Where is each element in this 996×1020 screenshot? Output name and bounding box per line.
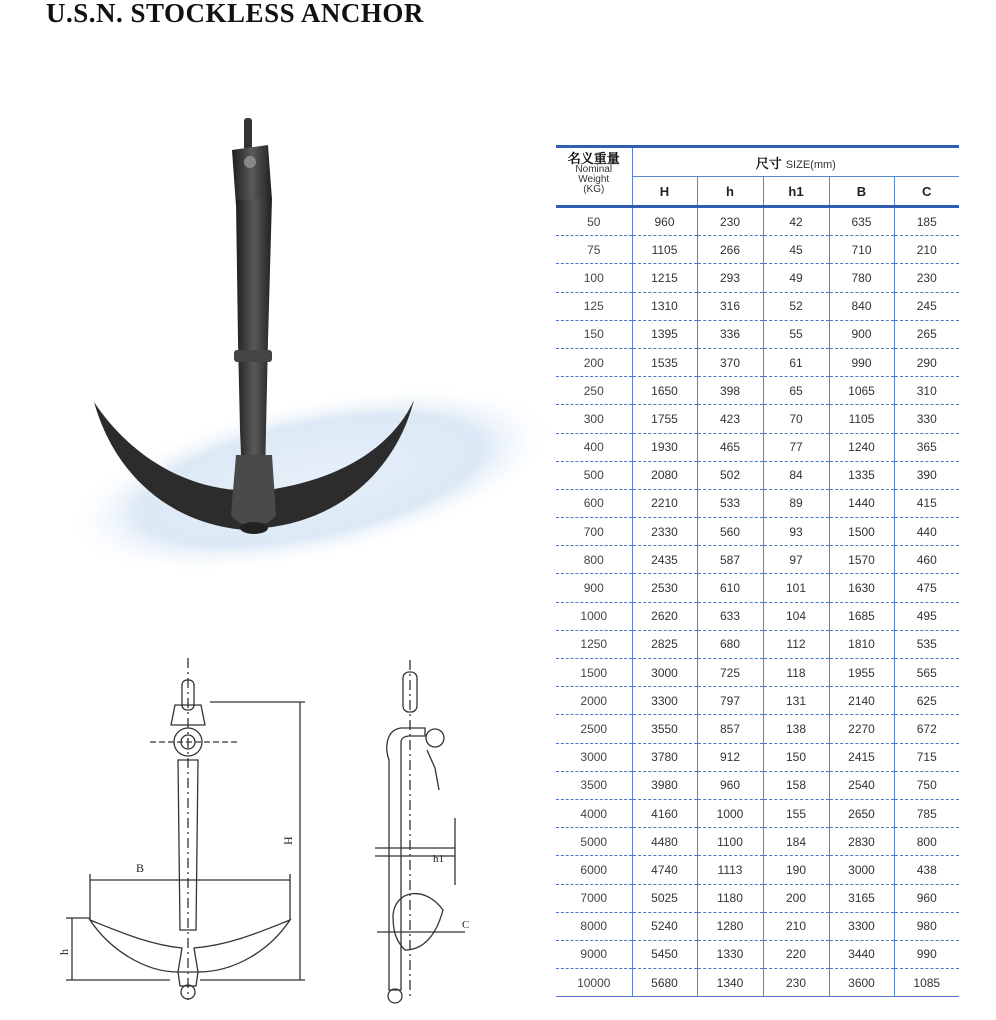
size-cell: 200 bbox=[763, 884, 829, 912]
weight-cell: 5000 bbox=[556, 828, 632, 856]
size-cell: 330 bbox=[894, 405, 959, 433]
size-cell: 3980 bbox=[632, 771, 697, 799]
size-cell: 415 bbox=[894, 489, 959, 517]
size-cell: 390 bbox=[894, 461, 959, 489]
weight-cell: 50 bbox=[556, 207, 632, 236]
front-view-drawing bbox=[50, 650, 330, 1010]
size-cell: 750 bbox=[894, 771, 959, 799]
dim-label-h1: h1 bbox=[433, 853, 444, 865]
weight-cell: 600 bbox=[556, 489, 632, 517]
size-cell: 533 bbox=[697, 489, 763, 517]
size-cell: 265 bbox=[894, 320, 959, 348]
size-cell: 900 bbox=[829, 320, 894, 348]
size-cell: 2415 bbox=[829, 743, 894, 771]
size-cell: 65 bbox=[763, 377, 829, 405]
size-cell: 560 bbox=[697, 518, 763, 546]
weight-cell: 125 bbox=[556, 292, 632, 320]
table-row bbox=[556, 264, 959, 292]
table-row bbox=[556, 743, 959, 771]
size-cell: 158 bbox=[763, 771, 829, 799]
table-row bbox=[556, 518, 959, 546]
size-cell: 1330 bbox=[697, 940, 763, 968]
size-cell: 1755 bbox=[632, 405, 697, 433]
size-cell: 980 bbox=[894, 912, 959, 940]
weight-cell: 200 bbox=[556, 348, 632, 376]
size-cell: 89 bbox=[763, 489, 829, 517]
size-cell: 1000 bbox=[697, 799, 763, 827]
size-cell: 465 bbox=[697, 433, 763, 461]
size-cell: 1335 bbox=[829, 461, 894, 489]
weight-cell: 900 bbox=[556, 574, 632, 602]
weight-cell: 75 bbox=[556, 236, 632, 264]
size-cell: 438 bbox=[894, 856, 959, 884]
size-cell: 1810 bbox=[829, 630, 894, 658]
size-cell: 336 bbox=[697, 320, 763, 348]
weight-cell: 700 bbox=[556, 518, 632, 546]
size-cell: 1570 bbox=[829, 546, 894, 574]
weight-cell: 100 bbox=[556, 264, 632, 292]
size-cell: 104 bbox=[763, 602, 829, 630]
size-cell: 2650 bbox=[829, 799, 894, 827]
size-cell: 1930 bbox=[632, 433, 697, 461]
size-cell: 715 bbox=[894, 743, 959, 771]
table-row bbox=[556, 602, 959, 630]
size-cell: 1535 bbox=[632, 348, 697, 376]
size-cell: 1340 bbox=[697, 969, 763, 997]
table-row bbox=[556, 489, 959, 517]
weight-cell: 2000 bbox=[556, 687, 632, 715]
size-cell: 3600 bbox=[829, 969, 894, 997]
size-cell: 2620 bbox=[632, 602, 697, 630]
table-row bbox=[556, 405, 959, 433]
size-cell: 3440 bbox=[829, 940, 894, 968]
size-cell: 960 bbox=[894, 884, 959, 912]
size-cell: 245 bbox=[894, 292, 959, 320]
size-cell: 112 bbox=[763, 630, 829, 658]
size-cell: 230 bbox=[763, 969, 829, 997]
size-cell: 230 bbox=[894, 264, 959, 292]
size-cell: 800 bbox=[894, 828, 959, 856]
size-cell: 1630 bbox=[829, 574, 894, 602]
size-cell: 1105 bbox=[632, 236, 697, 264]
size-cell: 1310 bbox=[632, 292, 697, 320]
size-cell: 2270 bbox=[829, 715, 894, 743]
size-cell: 710 bbox=[829, 236, 894, 264]
size-cell: 1180 bbox=[697, 884, 763, 912]
size-header-cn: 尺寸 bbox=[755, 155, 782, 171]
table-row bbox=[556, 715, 959, 743]
weight-cell: 3000 bbox=[556, 743, 632, 771]
dim-label-C: C bbox=[462, 919, 470, 931]
size-cell: 797 bbox=[697, 687, 763, 715]
size-cell: 2140 bbox=[829, 687, 894, 715]
weight-header-en-1: Nominal bbox=[575, 164, 613, 175]
weight-header-cn: 名义重量 bbox=[567, 151, 620, 166]
size-cell: 42 bbox=[763, 207, 829, 236]
weight-cell: 1500 bbox=[556, 659, 632, 687]
weight-cell: 4000 bbox=[556, 799, 632, 827]
size-cell: 77 bbox=[763, 433, 829, 461]
weight-cell: 500 bbox=[556, 461, 632, 489]
size-cell: 960 bbox=[697, 771, 763, 799]
size-cell: 635 bbox=[829, 207, 894, 236]
table-row bbox=[556, 546, 959, 574]
dim-label-h: h bbox=[57, 949, 71, 955]
size-cell: 725 bbox=[697, 659, 763, 687]
table-row bbox=[556, 433, 959, 461]
size-cell: 2540 bbox=[829, 771, 894, 799]
size-cell: 1280 bbox=[697, 912, 763, 940]
size-cell: 1395 bbox=[632, 320, 697, 348]
weight-cell: 1250 bbox=[556, 630, 632, 658]
table-row bbox=[556, 828, 959, 856]
size-cell: 365 bbox=[894, 433, 959, 461]
column-header-b: B bbox=[829, 177, 894, 207]
size-cell: 1650 bbox=[632, 377, 697, 405]
table-row bbox=[556, 320, 959, 348]
size-cell: 131 bbox=[763, 687, 829, 715]
size-cell: 1100 bbox=[697, 828, 763, 856]
size-cell: 185 bbox=[894, 207, 959, 236]
size-cell: 840 bbox=[829, 292, 894, 320]
weight-cell: 2500 bbox=[556, 715, 632, 743]
size-cell: 2080 bbox=[632, 461, 697, 489]
size-cell: 155 bbox=[763, 799, 829, 827]
page-title: U.S.N. STOCKLESS ANCHOR bbox=[46, 0, 424, 28]
anchor-photo bbox=[36, 110, 556, 590]
size-cell: 55 bbox=[763, 320, 829, 348]
size-cell: 49 bbox=[763, 264, 829, 292]
column-header-c: C bbox=[894, 177, 959, 207]
size-cell: 97 bbox=[763, 546, 829, 574]
table-row bbox=[556, 884, 959, 912]
table-row bbox=[556, 574, 959, 602]
column-header-h: H bbox=[632, 177, 697, 207]
weight-header-en-2: Weight bbox=[578, 174, 610, 185]
table-row bbox=[556, 348, 959, 376]
size-cell: 1440 bbox=[829, 489, 894, 517]
size-cell: 52 bbox=[763, 292, 829, 320]
weight-cell: 300 bbox=[556, 405, 632, 433]
size-cell: 210 bbox=[763, 912, 829, 940]
size-cell: 1085 bbox=[894, 969, 959, 997]
dim-label-H: H bbox=[281, 836, 295, 845]
table-row bbox=[556, 940, 959, 968]
size-cell: 990 bbox=[829, 348, 894, 376]
size-cell: 672 bbox=[894, 715, 959, 743]
size-cell: 220 bbox=[763, 940, 829, 968]
size-cell: 1105 bbox=[829, 405, 894, 433]
table-row bbox=[556, 377, 959, 405]
size-cell: 3000 bbox=[632, 659, 697, 687]
table-row bbox=[556, 461, 959, 489]
size-cell: 84 bbox=[763, 461, 829, 489]
size-cell: 1685 bbox=[829, 602, 894, 630]
size-cell: 4160 bbox=[632, 799, 697, 827]
size-cell: 1215 bbox=[632, 264, 697, 292]
size-cell: 1240 bbox=[829, 433, 894, 461]
weight-header-en-3: (KG) bbox=[583, 184, 605, 195]
size-cell: 5680 bbox=[632, 969, 697, 997]
size-cell: 93 bbox=[763, 518, 829, 546]
size-cell: 230 bbox=[697, 207, 763, 236]
size-cell: 1113 bbox=[697, 856, 763, 884]
size-cell: 370 bbox=[697, 348, 763, 376]
size-cell: 2210 bbox=[632, 489, 697, 517]
side-view-drawing bbox=[365, 650, 485, 1010]
weight-cell: 1000 bbox=[556, 602, 632, 630]
table-row bbox=[556, 236, 959, 264]
weight-cell: 8000 bbox=[556, 912, 632, 940]
size-header-en: SIZE(mm) bbox=[785, 158, 836, 171]
size-cell: 587 bbox=[697, 546, 763, 574]
column-header-h: h bbox=[697, 177, 763, 207]
size-cell: 3300 bbox=[632, 687, 697, 715]
table-row bbox=[556, 207, 959, 236]
table-row bbox=[556, 687, 959, 715]
size-cell: 502 bbox=[697, 461, 763, 489]
weight-cell: 3500 bbox=[556, 771, 632, 799]
size-cell: 310 bbox=[894, 377, 959, 405]
size-cell: 3165 bbox=[829, 884, 894, 912]
weight-cell: 9000 bbox=[556, 940, 632, 968]
size-cell: 990 bbox=[894, 940, 959, 968]
size-cell: 61 bbox=[763, 348, 829, 376]
size-cell: 3000 bbox=[829, 856, 894, 884]
weight-cell: 7000 bbox=[556, 884, 632, 912]
weight-cell: 400 bbox=[556, 433, 632, 461]
size-cell: 45 bbox=[763, 236, 829, 264]
size-cell: 5025 bbox=[632, 884, 697, 912]
anchor-crown bbox=[232, 145, 272, 206]
size-cell: 5450 bbox=[632, 940, 697, 968]
size-cell: 857 bbox=[697, 715, 763, 743]
size-cell: 680 bbox=[697, 630, 763, 658]
size-cell: 1955 bbox=[829, 659, 894, 687]
size-cell: 2435 bbox=[632, 546, 697, 574]
size-cell: 2530 bbox=[632, 574, 697, 602]
size-cell: 610 bbox=[697, 574, 763, 602]
size-cell: 565 bbox=[894, 659, 959, 687]
size-cell: 3300 bbox=[829, 912, 894, 940]
size-cell: 3550 bbox=[632, 715, 697, 743]
table-row bbox=[556, 912, 959, 940]
size-cell: 780 bbox=[829, 264, 894, 292]
weight-cell: 250 bbox=[556, 377, 632, 405]
size-cell: 293 bbox=[697, 264, 763, 292]
size-cell: 3780 bbox=[632, 743, 697, 771]
spec-table bbox=[556, 145, 959, 997]
size-cell: 316 bbox=[697, 292, 763, 320]
size-cell: 184 bbox=[763, 828, 829, 856]
table-row bbox=[556, 771, 959, 799]
table-row bbox=[556, 969, 959, 997]
size-cell: 101 bbox=[763, 574, 829, 602]
weight-cell: 10000 bbox=[556, 969, 632, 997]
size-cell: 785 bbox=[894, 799, 959, 827]
size-cell: 460 bbox=[894, 546, 959, 574]
table-row bbox=[556, 630, 959, 658]
table-row bbox=[556, 856, 959, 884]
size-cell: 495 bbox=[894, 602, 959, 630]
size-cell: 4740 bbox=[632, 856, 697, 884]
size-cell: 912 bbox=[697, 743, 763, 771]
weight-column-header bbox=[556, 147, 632, 207]
size-cell: 70 bbox=[763, 405, 829, 433]
size-cell: 2830 bbox=[829, 828, 894, 856]
size-cell: 210 bbox=[894, 236, 959, 264]
size-cell: 633 bbox=[697, 602, 763, 630]
table-row bbox=[556, 799, 959, 827]
column-header-h1: h1 bbox=[763, 177, 829, 207]
size-cell: 1500 bbox=[829, 518, 894, 546]
size-cell: 2825 bbox=[632, 630, 697, 658]
weight-cell: 150 bbox=[556, 320, 632, 348]
size-cell: 625 bbox=[894, 687, 959, 715]
size-cell: 190 bbox=[763, 856, 829, 884]
size-cell: 290 bbox=[894, 348, 959, 376]
table-row bbox=[556, 292, 959, 320]
size-cell: 118 bbox=[763, 659, 829, 687]
dim-label-B: B bbox=[136, 861, 145, 875]
weight-cell: 800 bbox=[556, 546, 632, 574]
size-cell: 440 bbox=[894, 518, 959, 546]
photo-backdrop bbox=[50, 350, 556, 590]
size-cell: 150 bbox=[763, 743, 829, 771]
size-cell: 398 bbox=[697, 377, 763, 405]
size-cell: 266 bbox=[697, 236, 763, 264]
size-cell: 475 bbox=[894, 574, 959, 602]
size-cell: 535 bbox=[894, 630, 959, 658]
size-column-group-header bbox=[632, 147, 959, 177]
size-cell: 4480 bbox=[632, 828, 697, 856]
weight-cell: 6000 bbox=[556, 856, 632, 884]
size-cell: 2330 bbox=[632, 518, 697, 546]
size-cell: 960 bbox=[632, 207, 697, 236]
table-row bbox=[556, 659, 959, 687]
size-cell: 138 bbox=[763, 715, 829, 743]
size-cell: 1065 bbox=[829, 377, 894, 405]
size-cell: 423 bbox=[697, 405, 763, 433]
size-cell: 5240 bbox=[632, 912, 697, 940]
